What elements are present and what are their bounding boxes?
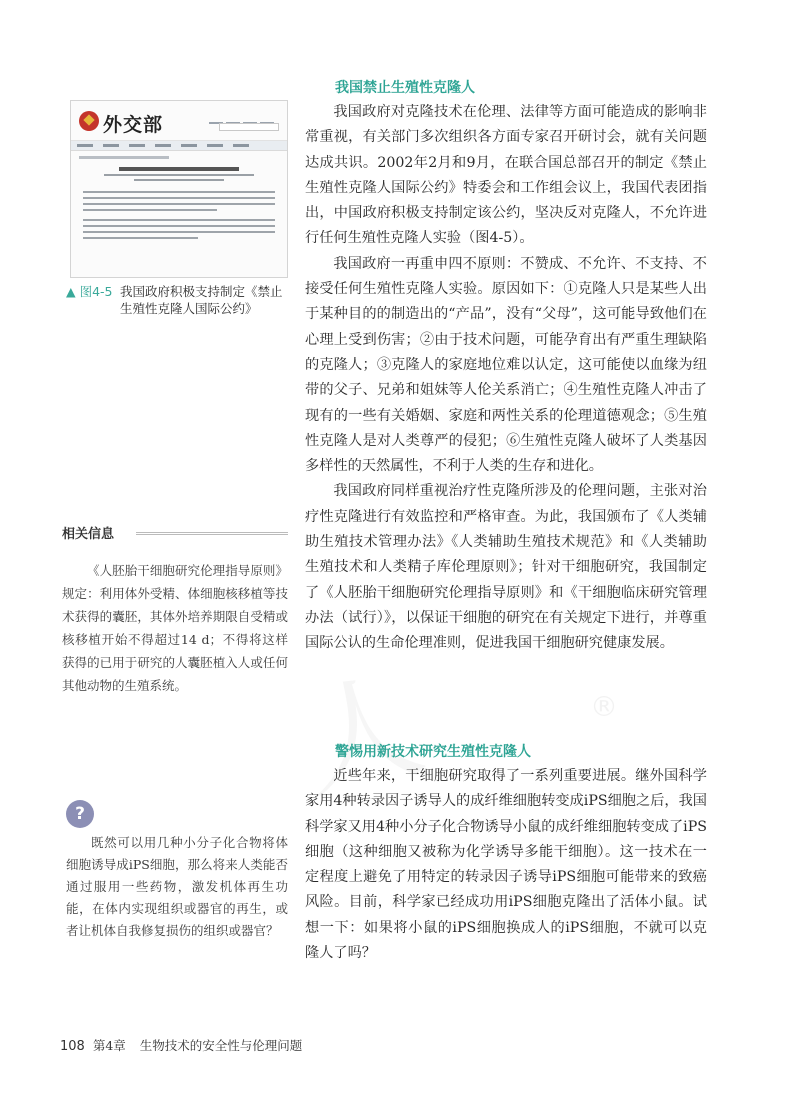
watermark-registered-icon: ® (590, 690, 618, 723)
section-2-title: 警惕用新技术研究生殖性克隆人 (335, 744, 531, 760)
footer-chapter: 第4章 (92, 1038, 126, 1053)
figure-header (71, 101, 287, 141)
main-section-1 (305, 76, 707, 657)
figure-article-date (134, 179, 224, 181)
question-icon: ? (66, 800, 94, 828)
section-1-paragraph: 我国政府一再重申四不原则：不赞成、不允许、不支持、不接受任何生殖性克隆人实验。原因如下：①克隆人只是某些人出于某种目的的制造出的“产品”，没有“父母”，这可能导致他们在心理上受到伤害；②由于技术问题，可能孕育出有严重生理缺陷的克隆人；③克隆人的家庭地位难以认定，这可能使以血缘为纽带的父子、兄弟和姐妹等人伦关系消亡；④生殖性克隆人冲击了现有的一些有关婚姻、家庭和两性关系的伦理道德观念；⑤生殖性克隆人是对人类尊严的侵犯；⑥生殖性克隆人破坏了人类基因多样性的天然属性，不利于人类的生存和进化。 (305, 255, 707, 475)
national-emblem-icon (79, 111, 99, 131)
figure-caption (66, 283, 288, 317)
page-footer (60, 1036, 302, 1054)
figure-article-subtitle (104, 174, 254, 176)
think-box (66, 800, 288, 942)
think-box-body: 既然可以用几种小分子化合物将体细胞诱导成iPS细胞，那么将来人类能否通过服用一些药物，激发机体再生功能，在体内实现组织或器官的再生，或者让机体自我修复损伤的组织或器官？ (66, 835, 288, 938)
figure-article-text (83, 191, 275, 239)
figure-article-title (119, 167, 239, 171)
section-2-paragraph: 近些年来，干细胞研究取得了一系列重要进展。继外国科学家用4种转录因子诱导人的成纤维细胞转变成iPS细胞之后，我国科学家又用4种小分子化合物诱导小鼠的成纤维细胞转变成了iPS细胞（这种细胞又被称为化学诱导多能干细胞）。这一技术在一定程度上避免了用特定的转录因子诱导iPS细胞可能带来的致癌风险。目前，科学家已经成功用iPS细胞克隆出了活体小鼠。试想一下：如果将小鼠的iPS细胞换成人的iPS细胞，不就可以克隆人了吗？ (305, 768, 707, 962)
section-1-paragraph: 我国政府对克隆技术在伦理、法律等方面可能造成的影响非常重视，有关部门多次组织各方面专家召开研讨会，就有关问题达成共识。2002年2月和9月，在联合国总部召开的制定《禁止生殖性克隆人国际公约》特委会和工作组会议上，我国代表团指出，中国政府积极支持制定该公约，坚决反对克隆人，不允许进行任何生殖性克隆人实验（图4-5）。 (305, 104, 707, 247)
related-info-title: 相关信息 (62, 527, 118, 542)
figure-breadcrumb (79, 156, 169, 159)
related-info-rule (136, 532, 288, 535)
figure-search-box (219, 123, 279, 131)
figure-image (70, 100, 288, 278)
related-info-box (62, 523, 288, 697)
footer-chapter-title: 生物技术的安全性与伦理问题 (139, 1038, 303, 1053)
section-1-title: 我国禁止生殖性克隆人 (335, 80, 475, 96)
section-1-paragraph: 我国政府同样重视治疗性克隆所涉及的伦理问题，主张对治疗性克隆进行有效监控和严格审查。为此，我国颁布了《人类辅助生殖技术管理办法》《人类辅助生殖技术规范》和《人类辅助生殖技术和人类精子库伦理原则》；针对干细胞研究，我国制定了《人胚胎干细胞研究伦理指导原则》和《干细胞临床研究管理办法（试行）》，以保证干细胞的研究在有关规定下进行，并尊重国际公认的生命伦理准则，促进我国干细胞研究健康发展。 (305, 483, 707, 652)
related-info-header (62, 523, 288, 543)
figure-caption-label: ▲ 图4-5 (66, 284, 113, 299)
figure-caption-text: 我国政府积极支持制定《禁止生殖性克隆人国际公约》 (120, 284, 283, 316)
related-info-body: 《人胚胎干细胞研究伦理指导原则》规定：利用体外受精、体细胞核移植等技术获得的囊胚，其体外培养期限自受精或核移植开始不得超过14 d；不得将这样获得的已用于研究的人囊胚植入人或任何其他动物的生殖系统。 (62, 563, 288, 693)
figure-logo: 外交部 (103, 114, 164, 136)
figure-nav-bar (71, 141, 287, 151)
main-section-2 (305, 740, 707, 966)
page-number: 108 (60, 1039, 85, 1054)
